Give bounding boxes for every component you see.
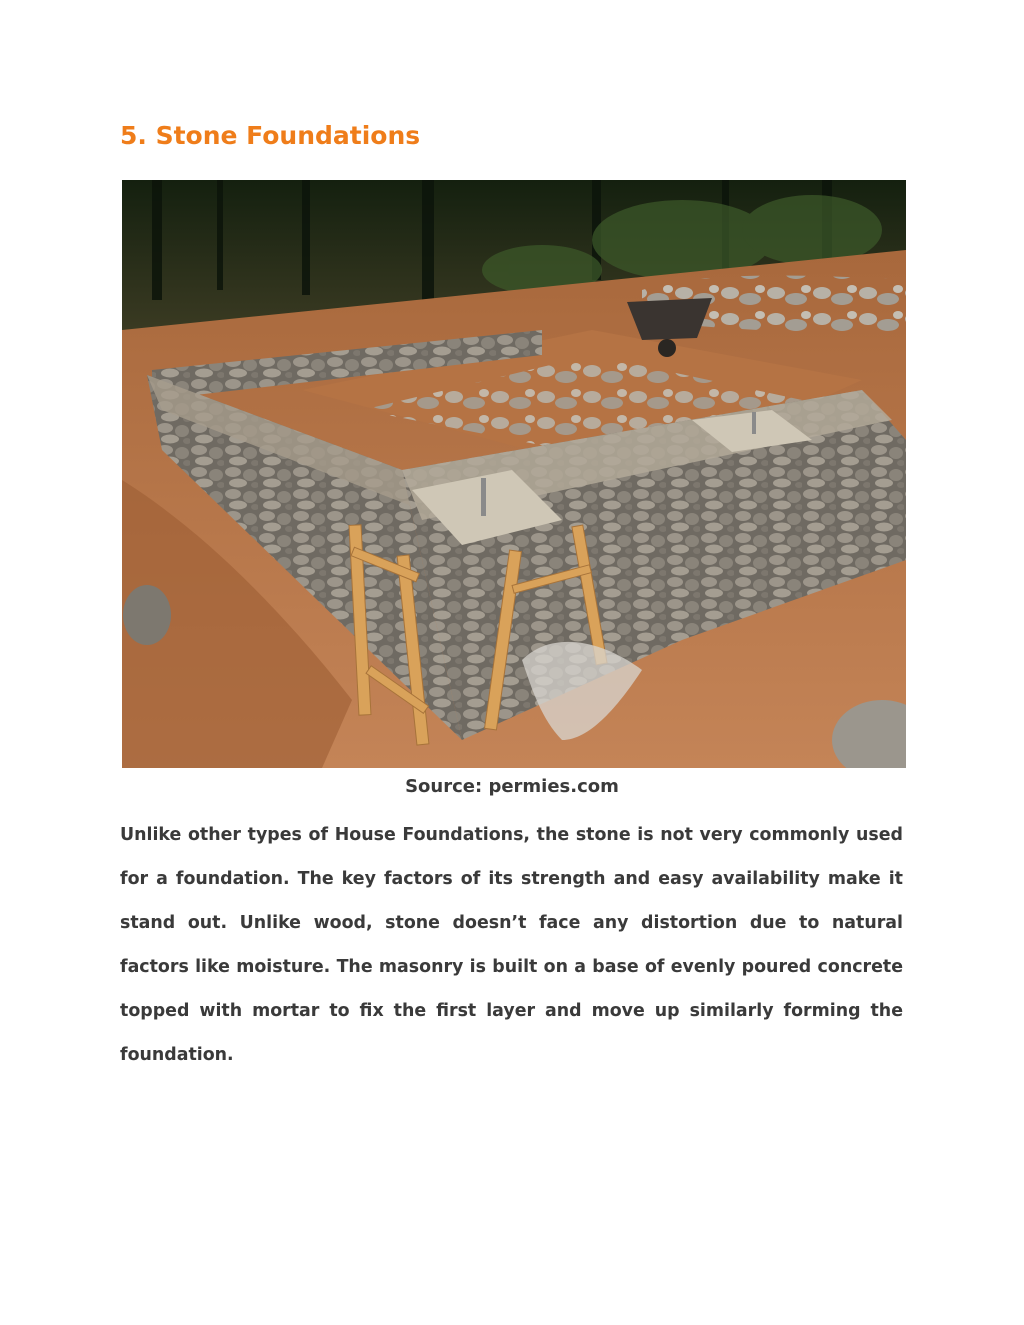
boulder [123,585,171,645]
section-heading: 5. Stone Foundations [120,121,421,150]
photo-illustration [122,180,906,768]
image-caption: Source: permies.com [405,776,619,797]
body-paragraph: Unlike other types of House Foundations, the stone is not very commonly used for a foundation. The key factors of its strength and easy availability make it stand out. Unlike wood, stone doesn’t face any distortion due to natural factors like moisture. The masonry is built on a base of evenly poured concrete topped with mortar to fix the first layer and move up similarly forming the foundation. [120,825,903,1065]
stone-foundation-photo [122,180,906,768]
